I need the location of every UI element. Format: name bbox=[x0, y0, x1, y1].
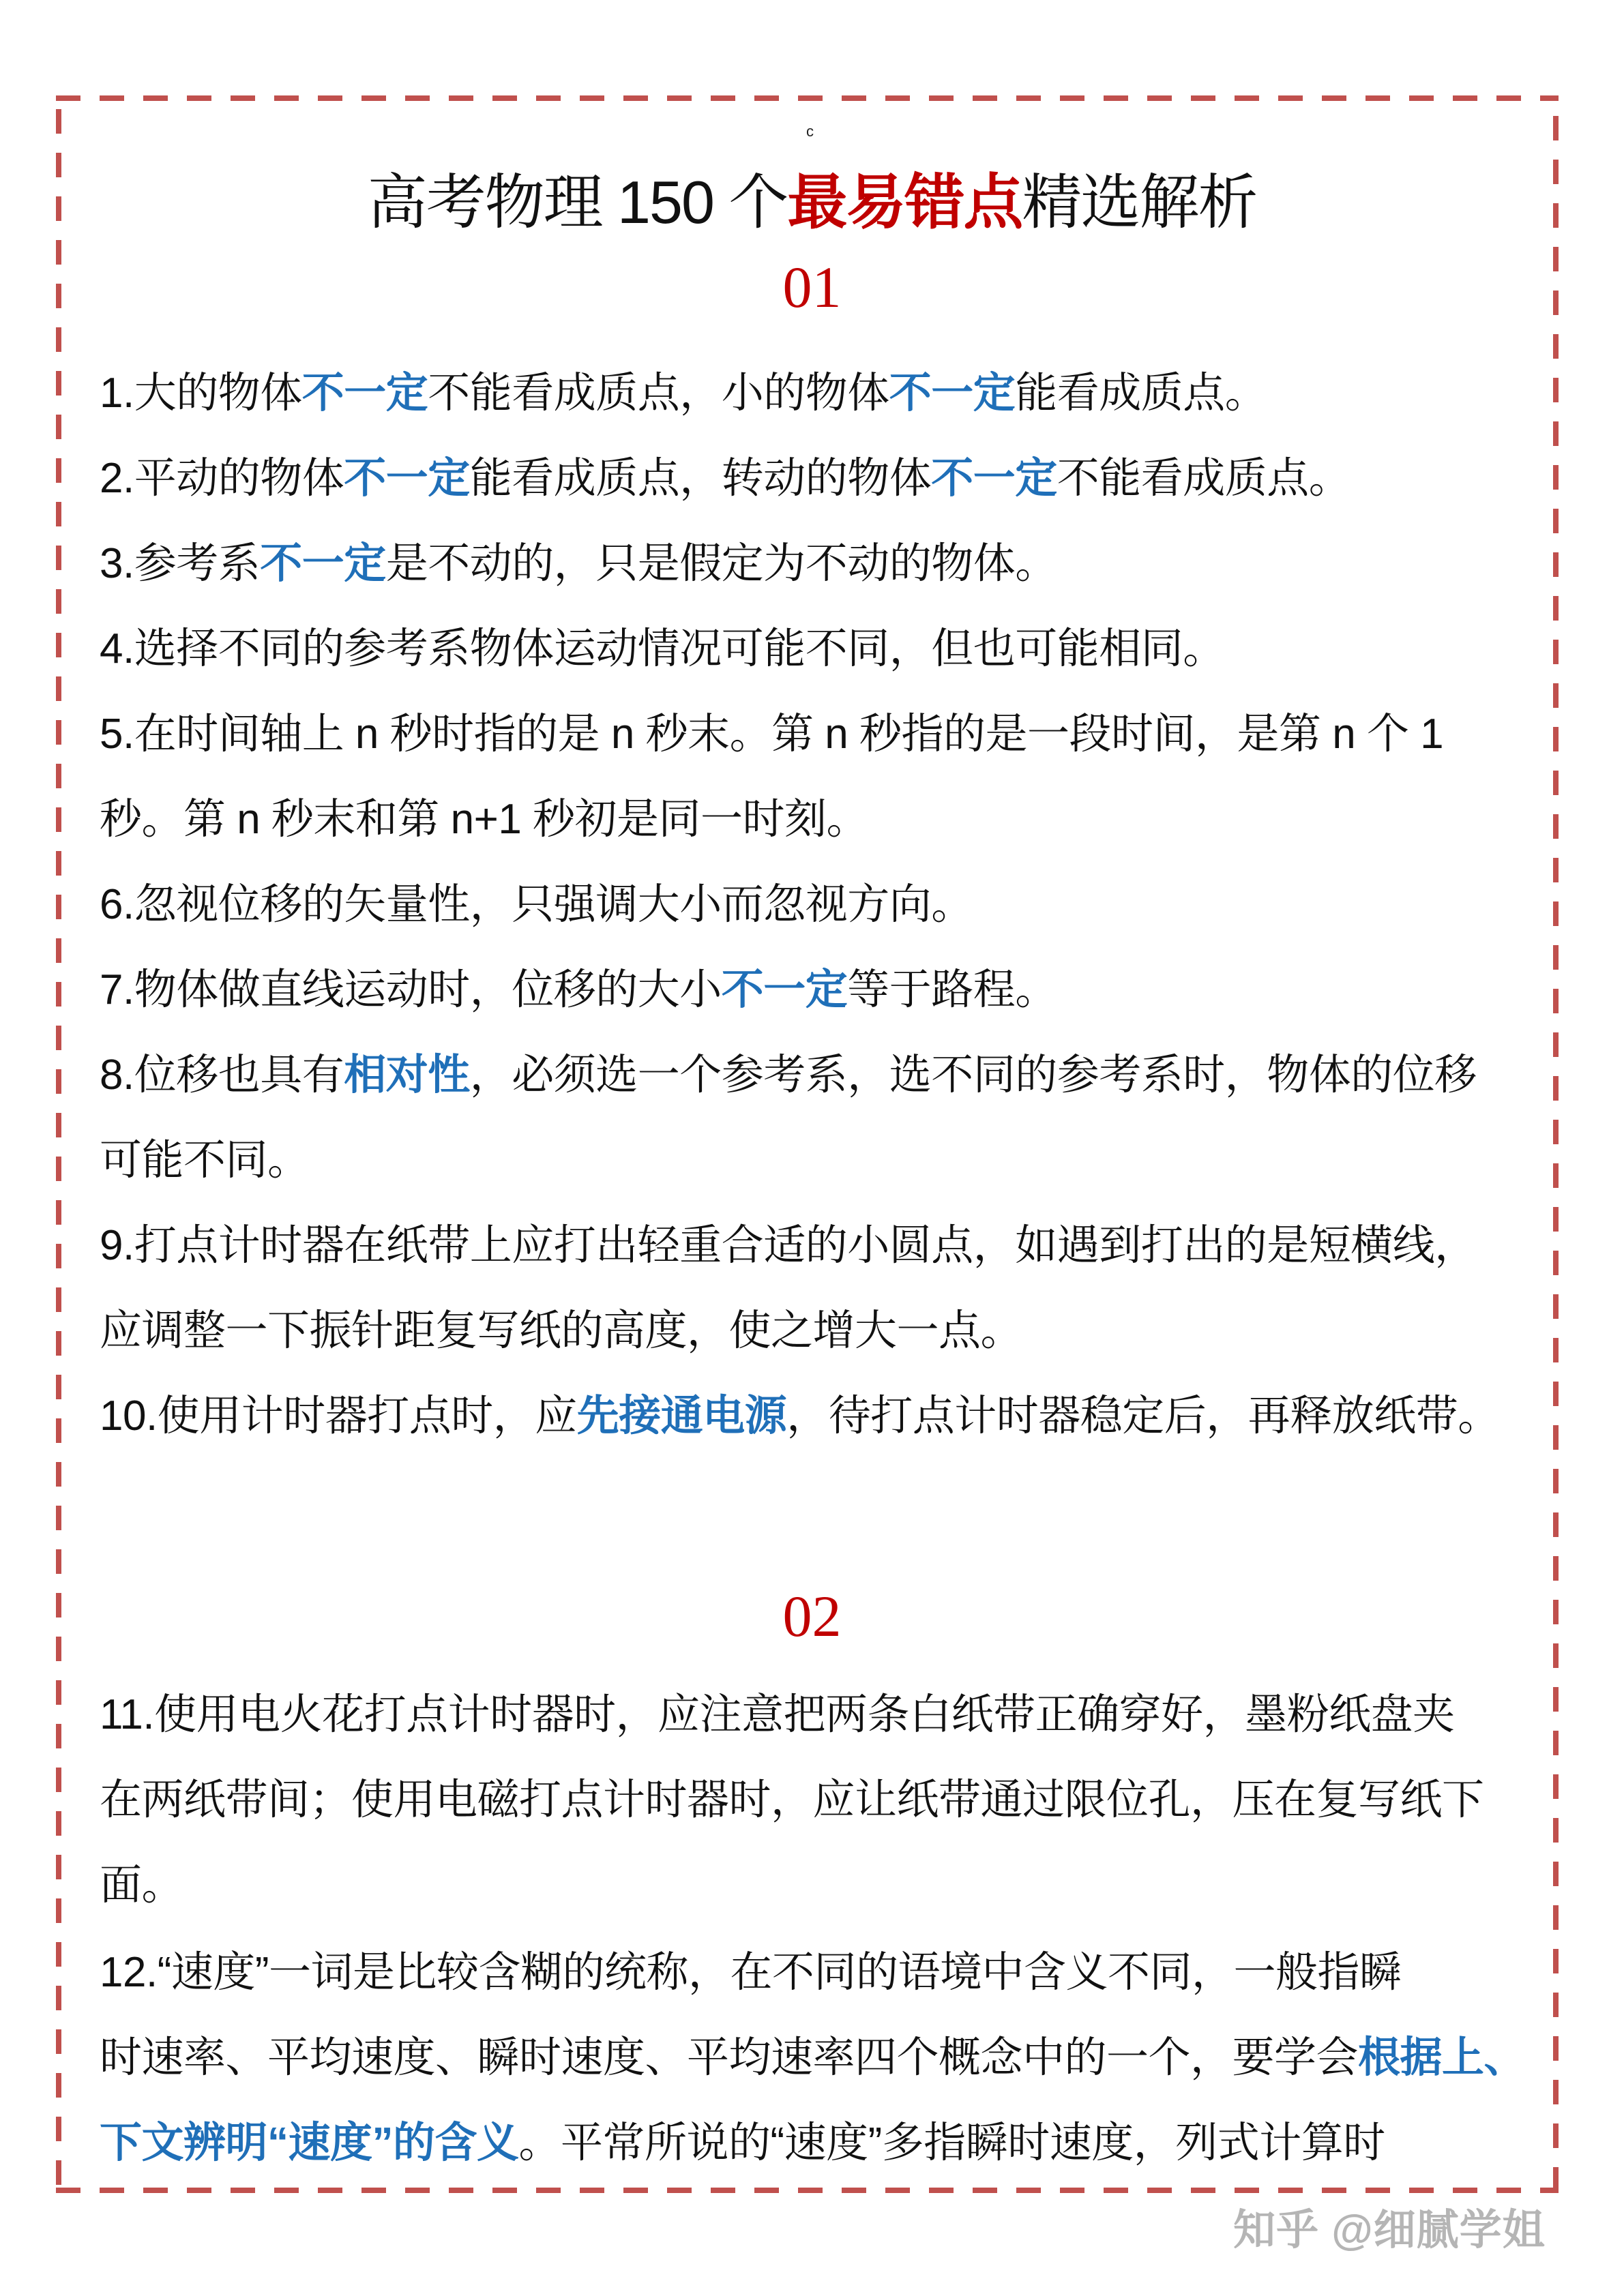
body-text: 等于路程。 bbox=[847, 966, 1057, 1013]
body-text: 在两纸带间；使用电磁打点计时器时，应让纸带通过限位孔，压在复写纸下 bbox=[100, 1776, 1484, 1823]
text-row bbox=[100, 1138, 310, 1183]
body-text: ，必须选一个参考系，选不同的参考系时，物体的位移 bbox=[469, 1052, 1477, 1099]
emphasis-text: 不一定 bbox=[721, 966, 848, 1013]
emphasis-text: 不一定 bbox=[301, 370, 428, 417]
body-text: 应调整一下振针距复写纸的高度，使之增大一点。 bbox=[100, 1307, 1023, 1354]
body-text: 10.使用计时器打点时，应 bbox=[100, 1392, 577, 1440]
emphasis-text: 不一定 bbox=[260, 540, 386, 587]
text-row bbox=[100, 371, 1267, 416]
emphasis-text: 相对性 bbox=[344, 1052, 470, 1099]
text-row bbox=[100, 968, 1057, 1013]
body-text: 是不动的，只是假定为不动的物体。 bbox=[385, 540, 1057, 587]
body-text: 12.“速度”一词是比较含糊的统称，在不同的语境中含义不同，一般指瞬 bbox=[100, 1949, 1402, 1996]
text-row bbox=[100, 797, 868, 842]
body-text: 能看成质点，转动的物体 bbox=[469, 455, 932, 502]
border-bottom bbox=[56, 2188, 1559, 2193]
text-row bbox=[100, 1778, 1484, 1823]
title-suffix: 精选解析 bbox=[1022, 168, 1257, 236]
emphasis-text: 先接通电源 bbox=[576, 1392, 787, 1440]
body-text: 7.物体做直线运动时，位移的大小 bbox=[100, 966, 722, 1013]
text-row bbox=[100, 1223, 1477, 1268]
title-highlight: 最易错点 bbox=[787, 168, 1022, 236]
body-text: 可能不同。 bbox=[100, 1137, 310, 1184]
border-left bbox=[56, 109, 61, 2193]
text-row bbox=[100, 1053, 1477, 1098]
text-row bbox=[100, 2121, 1385, 2166]
body-text: 11.使用电火花打点计时器时，应注意把两条白纸带正确穿好，墨粉纸盘夹 bbox=[100, 1691, 1455, 1738]
title-prefix: 高考物理 150 个 bbox=[367, 168, 788, 236]
body-text: 2.平动的物体 bbox=[100, 455, 344, 502]
text-row bbox=[100, 882, 973, 927]
text-row bbox=[100, 1863, 183, 1908]
emphasis-text: 不一定 bbox=[344, 455, 470, 502]
section-number-02: 02 bbox=[782, 1583, 842, 1649]
body-text: 秒。第 n 秒末和第 n+1 秒初是同一时刻。 bbox=[100, 796, 869, 843]
border-right bbox=[1553, 116, 1559, 2193]
text-row bbox=[100, 1394, 1500, 1439]
emphasis-text: 不一定 bbox=[931, 455, 1057, 502]
body-text: ，待打点计时器稳定后，再释放纸带。 bbox=[786, 1392, 1500, 1440]
body-text: 5.在时间轴上 n 秒时指的是 n 秒末。第 n 秒指的是一段时间，是第 n 个 1 bbox=[100, 711, 1444, 758]
body-text: 4.选择不同的参考系物体运动情况可能不同，但也可能相同。 bbox=[100, 625, 1225, 672]
emphasis-text: 根据上、 bbox=[1358, 2034, 1526, 2081]
text-row bbox=[100, 456, 1350, 501]
page-title bbox=[0, 168, 1624, 237]
text-row bbox=[100, 1693, 1455, 1738]
body-text: 8.位移也具有 bbox=[100, 1052, 344, 1099]
section-number-01: 01 bbox=[782, 254, 842, 320]
body-text: 能看成质点。 bbox=[1015, 370, 1267, 417]
watermark: 知乎 @细腻学姐 bbox=[1233, 2207, 1546, 2254]
body-text: 不能看成质点，小的物体 bbox=[428, 370, 889, 417]
body-text: 3.参考系 bbox=[100, 540, 261, 587]
body-text: 不能看成质点。 bbox=[1057, 455, 1351, 502]
text-row bbox=[100, 1309, 1022, 1354]
body-text: 1.大的物体 bbox=[100, 370, 302, 417]
text-row bbox=[100, 627, 1225, 672]
emphasis-text: 不一定 bbox=[889, 370, 1016, 417]
text-row bbox=[100, 541, 1057, 586]
stray-mark: c bbox=[806, 123, 814, 140]
border-top bbox=[56, 95, 1559, 101]
text-row bbox=[100, 712, 1443, 757]
emphasis-text: 下文辨明“速度”的含义 bbox=[100, 2119, 519, 2166]
body-text: 时速率、平均速度、瞬时速度、平均速率四个概念中的一个，要学会 bbox=[100, 2034, 1359, 2081]
text-row bbox=[100, 1950, 1401, 1995]
body-text: 。平常所说的“速度”多指瞬时速度，列式计算时 bbox=[518, 2119, 1385, 2166]
body-text: 6.忽视位移的矢量性，只强调大小而忽视方向。 bbox=[100, 881, 973, 928]
text-row bbox=[100, 2036, 1526, 2081]
body-text: 面。 bbox=[100, 1862, 184, 1909]
body-text: 9.打点计时器在纸带上应打出轻重合适的小圆点，如遇到打出的是短横线， bbox=[100, 1222, 1477, 1269]
